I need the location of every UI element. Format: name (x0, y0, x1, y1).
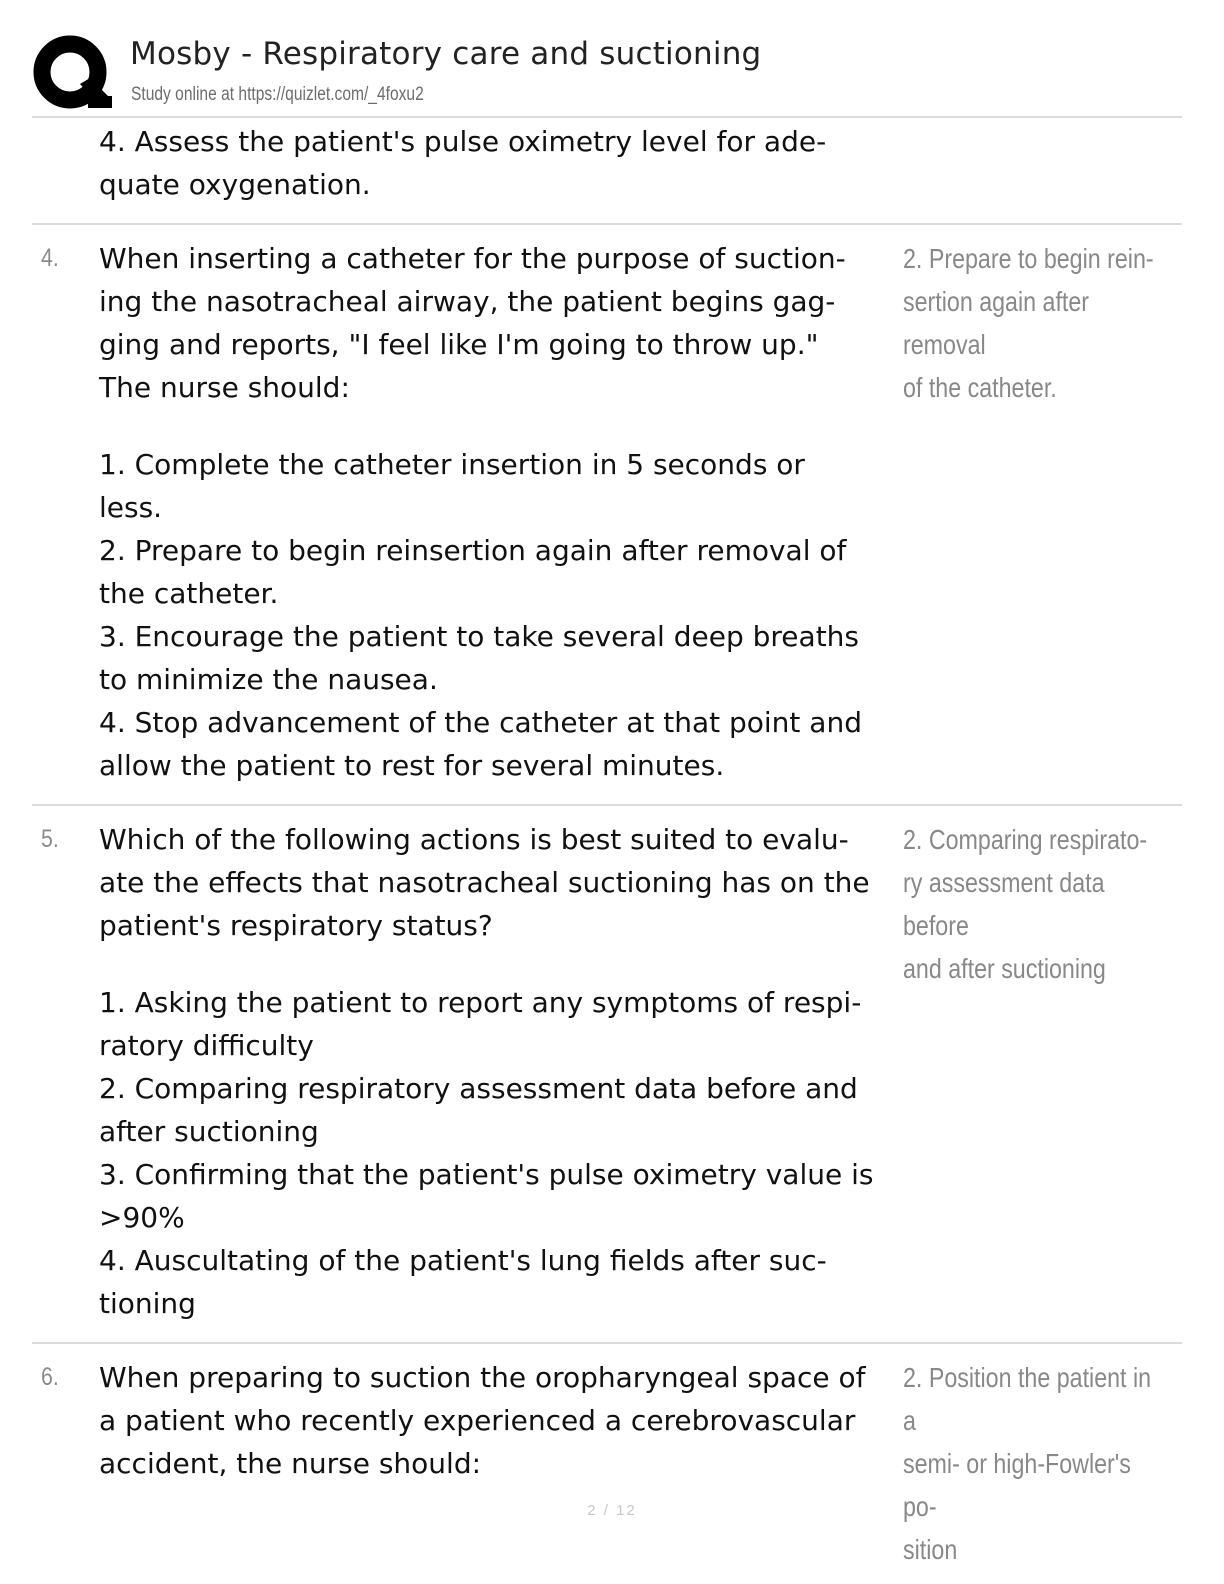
correct-answer: 2. Prepare to begin rein- sertion again after removal of the catheter. (903, 243, 1154, 403)
study-online-link[interactable]: Study online at https://quizlet.com/_4foxu2 (131, 84, 424, 105)
card-number: 6. (41, 1363, 59, 1391)
quizlet-q-icon (32, 34, 112, 114)
card-divider (32, 804, 1182, 806)
question-text: When preparing to suction the oropharyngeal space of a patient who recently experienced a cerebrovascular accident, the nurse should: (99, 1361, 866, 1480)
document-header (30, 30, 1180, 114)
carryover-option-text: 4. Assess the patient's pulse oximetry level for ade- quate oxygenation. (99, 125, 827, 201)
document-title: Mosby - Respiratory care and suctioning (130, 36, 762, 72)
answer-options: 1. Asking the patient to report any symptoms of respi- ratory difficulty 2. Comparing respiratory assessment data before and after suctioning 3. Confirming that the patient's pulse oximetry value is >90% 4. Auscultating of the patient's lung fields after suc- tioning (99, 986, 874, 1320)
answer-options: 1. Complete the catheter insertion in 5 seconds or less. 2. Prepare to begin reinsertion again after removal of the catheter. 3. Encourage the patient to take several deep breaths to minimize the nausea. 4. Stop advancement of the catheter at that point and allow the patient to rest for several minutes. (99, 448, 862, 782)
card-divider (32, 1342, 1182, 1344)
card-number: 5. (41, 825, 59, 853)
question-text: When inserting a catheter for the purpose of suction- ing the nasotracheal airway, the patient begins gag- ging and reports, "I feel like I'm going to throw up." The nurse should: (99, 242, 846, 404)
question-text: Which of the following actions is best suited to evalu- ate the effects that nasotracheal suctioning has on the patient's respiratory status? (99, 823, 870, 942)
header-divider (32, 116, 1182, 118)
card-number: 4. (41, 244, 59, 272)
correct-answer: 2. Position the patient in a semi- or high-Fowler's po- sition (903, 1362, 1152, 1565)
card-divider (32, 223, 1182, 225)
page-number: 2 / 12 (587, 1502, 637, 1519)
correct-answer: 2. Comparing respirato- ry assessment data before and after suctioning (903, 824, 1148, 984)
